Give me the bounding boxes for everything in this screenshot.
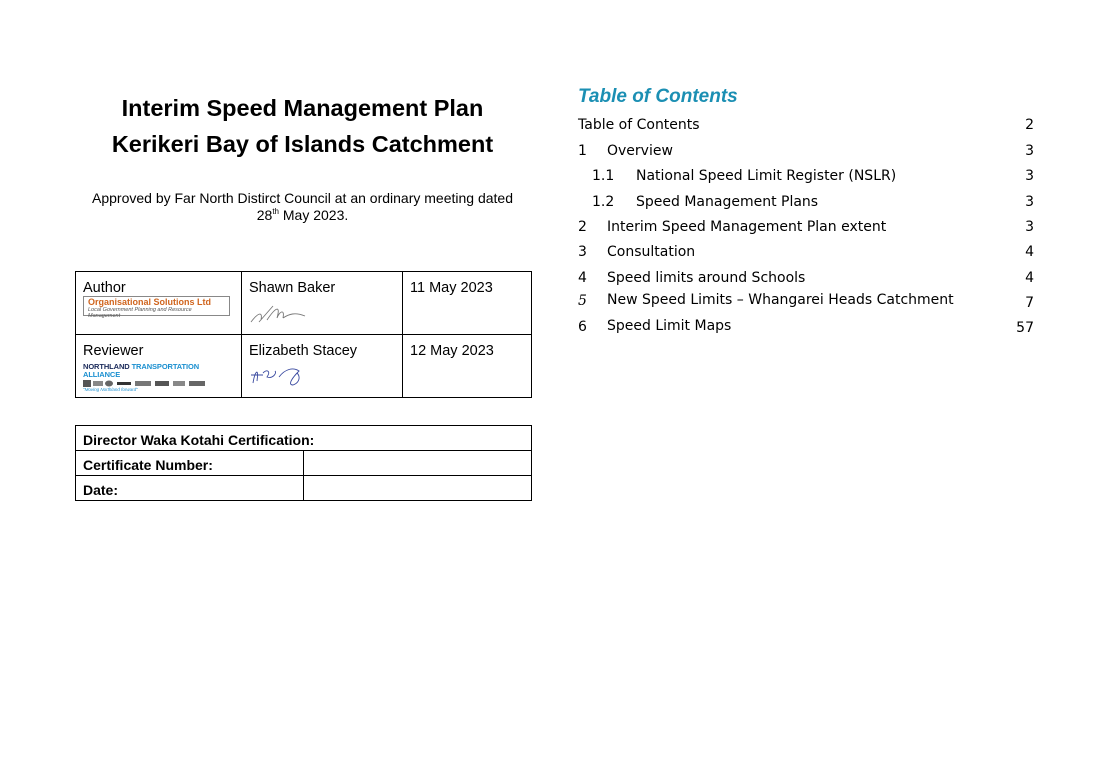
approval-month-year: May 2023.: [278, 207, 349, 223]
approval-line-1: Approved by Far North Distirct Council at an ordinary meeting dated: [92, 190, 513, 206]
toc-entry-page: 7: [1025, 295, 1034, 311]
author-date: 11 May 2023: [410, 280, 493, 296]
toc-entry-text: Consultation: [607, 244, 696, 260]
osl-logo-name: Organisational Solutions Ltd: [88, 297, 212, 307]
toc-entry-text: Speed limits around Schools: [607, 270, 806, 286]
toc-entry-number: 3: [578, 244, 587, 260]
osl-logo-tagline: Local Government Planning and Resource Management: [88, 307, 192, 319]
reviewer-signature: [249, 363, 311, 387]
reviewer-role-cell: [76, 335, 242, 398]
certification-date-value: [304, 476, 532, 501]
author-name-cell: [242, 272, 403, 335]
toc-entry-page: 3: [1025, 219, 1034, 235]
signoff-row-author: [76, 272, 532, 335]
certificate-number-value: [304, 451, 532, 476]
author-signature: [249, 300, 311, 326]
reviewer-date: 12 May 2023: [410, 343, 494, 359]
toc-entry-text: Interim Speed Management Plan extent: [607, 219, 887, 235]
toc-entry-text: Speed Management Plans: [636, 194, 819, 210]
author-name: Shawn Baker: [249, 280, 336, 296]
toc-entry-page: 4: [1025, 244, 1034, 260]
signoff-table: [75, 271, 532, 398]
toc-entry-number: 1: [578, 143, 587, 159]
toc-entry[interactable]: [578, 292, 1034, 309]
reviewer-name-cell: [242, 335, 403, 398]
toc-entry[interactable]: [578, 143, 1034, 160]
toc-entry[interactable]: [592, 168, 1034, 185]
approval-statement: [75, 190, 530, 224]
organisational-solutions-logo: [83, 296, 230, 319]
reviewer-role-label: Reviewer: [83, 343, 144, 359]
document-title-line-1: Interim Speed Management Plan: [121, 95, 484, 121]
toc-entry-text: Table of Contents: [578, 117, 700, 133]
approval-day-suffix: th: [272, 207, 279, 216]
document-title-line-2: Kerikeri Bay of Islands Catchment: [111, 131, 494, 157]
toc-heading: Table of Contents: [578, 86, 738, 107]
toc-entry-number: 1.2: [592, 194, 615, 210]
toc-entry[interactable]: [578, 270, 1034, 287]
toc-entry-page: 3: [1025, 143, 1034, 159]
toc-entry[interactable]: [578, 244, 1034, 261]
nta-logo-name-a: NORTHLAND: [83, 362, 132, 371]
toc-entry-text: Overview: [607, 143, 673, 159]
reviewer-name: Elizabeth Stacey: [249, 343, 358, 359]
toc-entry-page: 2: [1025, 117, 1034, 133]
toc-entry-number: 6: [578, 319, 587, 335]
certification-date-label: Date:: [76, 476, 304, 501]
toc-entry-text: National Speed Limit Register (NSLR): [636, 168, 897, 184]
certification-table: [75, 425, 532, 501]
toc-entry[interactable]: [578, 117, 1034, 134]
certification-heading: Director Waka Kotahi Certification:: [76, 426, 532, 451]
toc-entry-page: 4: [1025, 270, 1034, 286]
signoff-row-reviewer: [76, 335, 532, 398]
certificate-number-label: Certificate Number:: [76, 451, 304, 476]
nta-partner-logos: [83, 380, 207, 387]
toc-entry-page: 57: [1016, 320, 1034, 336]
nta-logo-tagline: "Moving Northland forward": [83, 387, 138, 392]
author-role-cell: [76, 272, 242, 335]
toc-entry-text: Speed Limit Maps: [607, 318, 732, 334]
toc-entry-number: 5: [578, 293, 587, 309]
toc-entry-number: 2: [578, 219, 587, 235]
toc-entry[interactable]: [578, 219, 1034, 236]
toc-entry-page: 3: [1025, 194, 1034, 210]
nta-logo-name-b: TRANSPORTATION ALLIANCE: [83, 362, 200, 379]
toc-entry-number: 1.1: [592, 168, 615, 184]
toc-entry[interactable]: [578, 318, 1034, 335]
toc-entry[interactable]: [592, 194, 1034, 211]
toc-entry-text: New Speed Limits – Whangarei Heads Catchment: [607, 292, 954, 308]
author-role-label: Author: [83, 280, 126, 296]
toc-entry-page: 3: [1025, 168, 1034, 184]
author-date-cell: [403, 272, 532, 335]
reviewer-date-cell: [403, 335, 532, 398]
approval-day: 28: [256, 207, 273, 223]
northland-transportation-alliance-logo: [83, 363, 234, 393]
toc-entry-number: 4: [578, 270, 587, 286]
